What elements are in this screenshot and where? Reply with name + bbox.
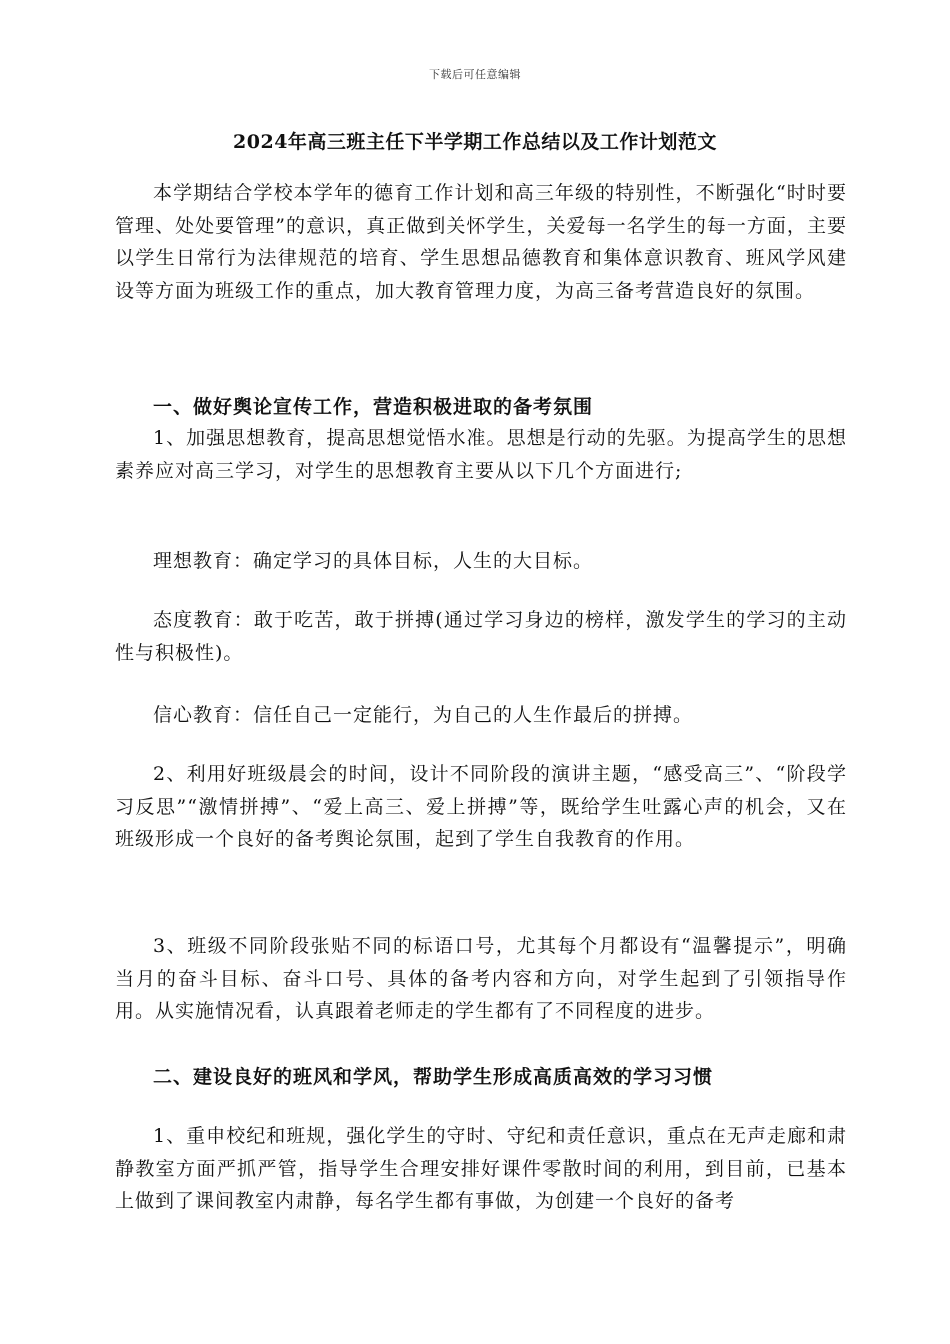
intro-paragraph: 本学期结合学校本学年的德育工作计划和高三年级的特别性，不断强化“时时要管理、处处要管理”的意识，真正做到关怀学生，关爱每一名学生的每一方面，主要以学生日常行为法律规范的培育、学生思想品德教育和集体意识教育、班风学风建设等方面为班级工作的重点，加大教育管理力度，为高三备考营造良好的氛围。 [115, 182, 847, 302]
paragraph-confidence-education: 信心教育：信任自己一定能行，为自己的人生作最后的拼搏。 [153, 704, 694, 726]
paragraph-2-1: 1、重申校纪和班规，强化学生的守时、守纪和责任意识，重点在无声走廊和肃静教室方面严抓严管，指导学生合理安排好课件零散时间的利用，到目前，已基本上做到了课间教室内肃静，每名学生都有事做，为创建一个良好的备考 [115, 1125, 847, 1212]
paragraph-1-2: 2、利用好班级晨会的时间，设计不同阶段的演讲主题，“感受高三”、“阶段学习反思”“激情拼搏”、“爱上高三、爱上拼搏”等，既给学生吐露心声的机会，又在班级形成一个良好的备考舆论氛围，起到了学生自我教育的作用。 [115, 763, 847, 850]
document-title: 2024年高三班主任下半学期工作总结以及工作计划范文 [233, 131, 717, 153]
paragraph-1-1: 1、加强思想教育，提高思想觉悟水准。思想是行动的先驱。为提高学生的思想素养应对高三学习，对学生的思想教育主要从以下几个方面进行; [115, 427, 847, 482]
paragraph-ideal-education: 理想教育：确定学习的具体目标，人生的大目标。 [153, 550, 594, 572]
paragraph-attitude-education: 态度教育：敢于吃苦，敢于拼搏(通过学习身边的榜样，激发学生的学习的主动性与积极性)。 [115, 609, 847, 664]
paragraph-1-3: 3、班级不同阶段张贴不同的标语口号，尤其每个月都设有“温馨提示”，明确当月的奋斗目标、奋斗口号、具体的备考内容和方向，对学生起到了引领指导作用。从实施情况看，认真跟着老师走的学生都有了不同程度的进步。 [115, 935, 847, 1022]
section-heading-1: 一、做好舆论宣传工作，营造积极进取的备考氛围 [153, 396, 594, 418]
page-header: 下载后可任意编辑 [429, 68, 521, 81]
section-heading-2: 二、建设良好的班风和学风，帮助学生形成高质高效的学习习惯 [153, 1066, 714, 1088]
